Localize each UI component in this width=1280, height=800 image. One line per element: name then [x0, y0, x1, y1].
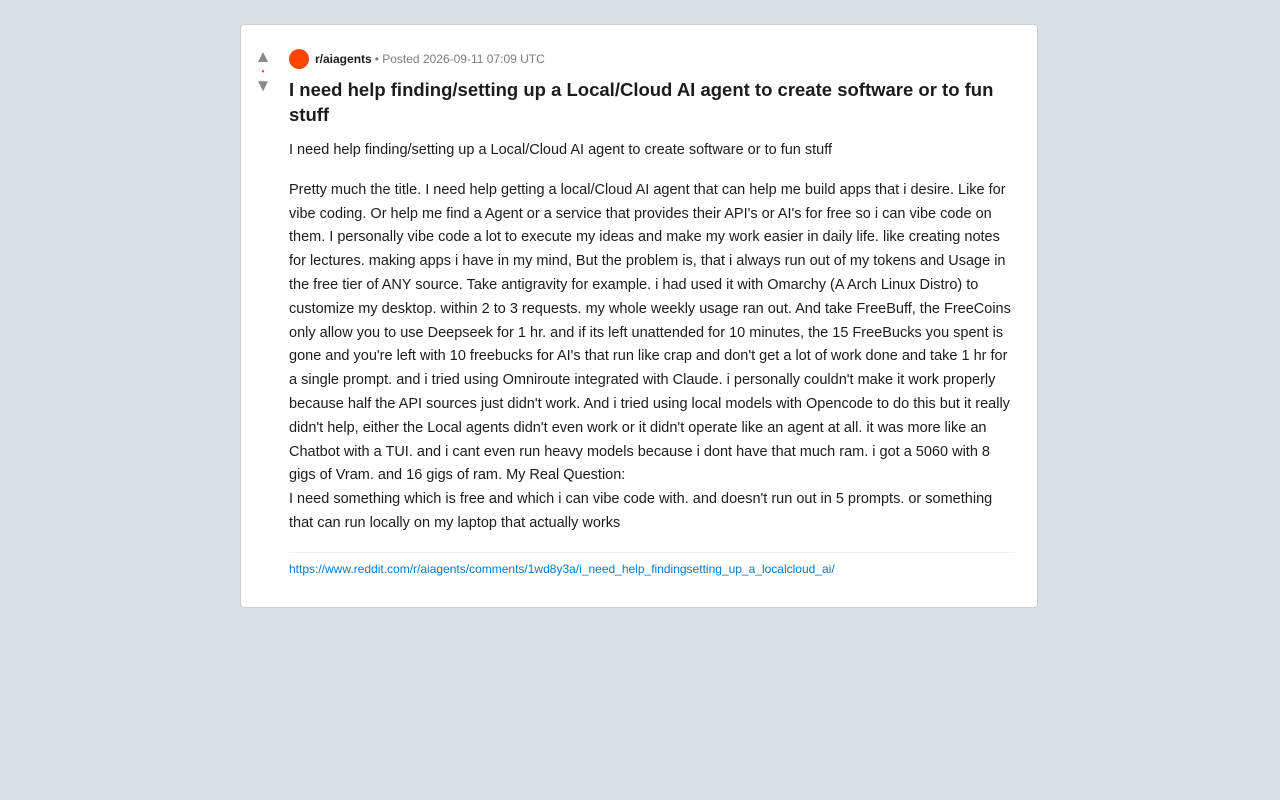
subreddit-name[interactable]: r/aiagents: [315, 52, 372, 66]
posted-timestamp: • Posted 2026-09-11 07:09 UTC: [374, 52, 545, 66]
post-content: [289, 49, 1015, 576]
subreddit-icon[interactable]: [289, 49, 309, 69]
post-meta: [289, 49, 1015, 69]
divider: [289, 552, 1015, 553]
body-main: Pretty much the title. I need help getting a local/Cloud AI agent that can help me build apps that i desire. Like for vibe coding. Or help me find a Agent or a service that provides their API's or AI's for free so i can vibe code on them. I personally vibe code a lot to execute my ideas and make my work easier in daily life. like creating notes for lectures. making apps i have in my mind, But the problem is, that i always run out of my tokens and Usage in the free tier of ANY source. Take antigravity for example. i had used it with Omarchy (A Arch Linux Distro) to customize my desktop. within 2 to 3 requests. my whole weekly usage ran out. And take FreeBuff, the FreeCoins only allow you to use Deepseek for 1 hr. and if its left unattended for 10 minutes, the 15 FreeBucks you spent is gone and you're left with 10 freebucks for AI's that run like crap and don't get a lot of work done and take 1 hr for a single prompt. and i tried using Omniroute integrated with Claude. i personally couldn't make it work properly because half the API sources just didn't work. And i tried using local models with Opencode to do this but it really didn't help, either the Local agents didn't even work or it didn't operate like an agent at all. it was more like an Chatbot with a TUI. and i cant even run heavy models because i dont have that much ram. i got a 5060 with 8 gigs of Vram. and 16 gigs of ram. My Real Question:: [289, 181, 1011, 484]
body-question: I need something which is free and which i can vibe code with. and doesn't run out in 5 prompts. or something that can run locally on my laptop that actually works: [289, 491, 993, 531]
post-card: [240, 24, 1038, 608]
post-body: [289, 139, 1015, 536]
vote-column: [253, 47, 273, 96]
post-title[interactable]: I need help finding/setting up a Local/Cloud AI agent to create software or to fun stuff: [289, 79, 994, 125]
post-permalink[interactable]: https://www.reddit.com/r/aiagents/comments/1wd8y3a/i_need_help_findingsetting_up_a_localcloud_ai/: [289, 561, 835, 576]
upvote-icon[interactable]: ▲: [254, 47, 272, 66]
body-spacer: [289, 163, 1015, 179]
downvote-icon[interactable]: ▼: [254, 76, 272, 95]
vote-score: •: [261, 67, 265, 76]
body-intro: I need help finding/setting up a Local/Cloud AI agent to create software or to fun stuff: [289, 142, 833, 158]
